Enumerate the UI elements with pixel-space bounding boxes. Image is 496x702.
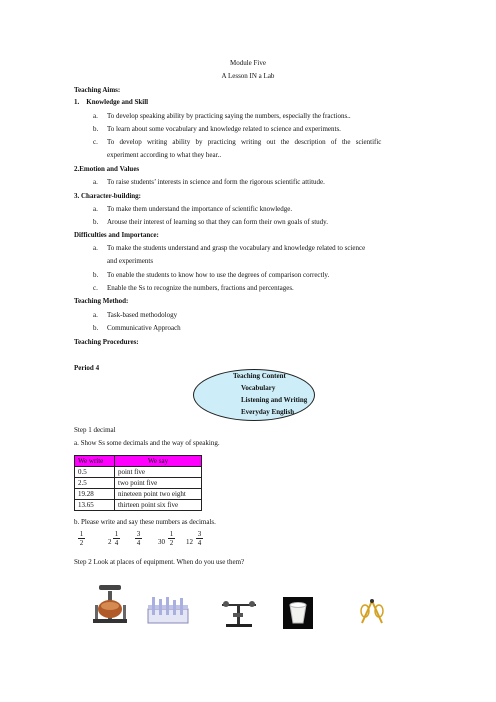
- list-marker: a.: [93, 112, 98, 120]
- module-title: Module Five: [230, 59, 266, 67]
- list-item-continuation: experiment according to what they hear..: [107, 151, 222, 159]
- fraction-numerator: 1: [169, 530, 174, 538]
- list-marker: a.: [93, 311, 98, 319]
- emotion-heading: 2.Emotion and Values: [74, 165, 140, 173]
- table-header-cell: We write: [75, 456, 115, 467]
- step2-title: Step 2 Look at places of equipment. When do you use them?: [74, 558, 245, 566]
- list-item: To learn about some vocabulary and knowledge related to science and experiments.: [107, 125, 341, 133]
- teaching-content-title: Teaching Content: [233, 372, 286, 380]
- character-heading: 3. Character-building:: [74, 192, 142, 200]
- table-row: [75, 467, 202, 478]
- list-item: To raise students’ interests in science and form the rigorous scientific attitude.: [107, 178, 325, 186]
- table-cell: point five: [115, 467, 202, 478]
- list-item: Communicative Approach: [107, 324, 181, 332]
- fraction-denominator: 2: [169, 539, 174, 547]
- method-heading: Teaching Method:: [74, 297, 129, 305]
- table-header-row: [75, 456, 202, 467]
- list-marker: b.: [93, 218, 99, 226]
- list-marker: a.: [93, 205, 98, 213]
- table-cell: thirteen point six five: [115, 500, 202, 511]
- table-cell: 2.5: [75, 478, 115, 489]
- list-marker: b.: [93, 125, 99, 133]
- fraction-numerator: 3: [197, 530, 202, 538]
- crucible-icon: [283, 597, 313, 629]
- fraction-denominator: 4: [197, 539, 202, 547]
- list-marker: b.: [93, 324, 99, 332]
- fraction-numerator: 1: [114, 530, 119, 538]
- fraction-denominator: 4: [136, 539, 141, 547]
- balance-scale-icon: [218, 598, 260, 628]
- lesson-title: A Lesson IN a Lab: [221, 72, 275, 80]
- list-item: To develop speaking ability by practicing saying the numbers, especially the fractions..: [107, 112, 351, 120]
- table-row: [75, 478, 202, 489]
- table-cell: 13.65: [75, 500, 115, 511]
- fraction: [168, 530, 175, 547]
- list-item: Arouse their interest of learning so that they can form their own goals of study.: [107, 218, 328, 226]
- mixed-number-whole: 30: [158, 538, 165, 546]
- fraction-numerator: 3: [136, 530, 141, 538]
- knowledge-heading: 1. Knowledge and Skill: [74, 98, 149, 106]
- table-header-cell: We say: [115, 456, 202, 467]
- mixed-number-whole: 12: [186, 538, 193, 546]
- list-marker: c.: [93, 138, 98, 146]
- teaching-content-item: Listening and Writing: [241, 396, 308, 404]
- tongs-icon: [356, 597, 388, 629]
- fraction-denominator: 2: [79, 539, 84, 547]
- list-item: Task-based methodology: [107, 311, 178, 319]
- table-cell: 0.5: [75, 467, 115, 478]
- step1-part-b: b. Please write and say these numbers as decimals.: [74, 518, 216, 526]
- step1-title: Step 1 decimal: [74, 426, 116, 434]
- table-row: [75, 489, 202, 500]
- table-cell: nineteen point two eight: [115, 489, 202, 500]
- fraction-numerator: 1: [79, 530, 84, 538]
- mixed-number-whole: 2: [108, 538, 112, 546]
- test-tube-rack-icon: [146, 595, 190, 627]
- list-item: To enable the students to know how to use the degrees of comparison correctly.: [107, 271, 330, 279]
- fraction: [196, 530, 203, 547]
- list-marker: a.: [93, 244, 98, 252]
- teaching-aims-heading: Teaching Aims:: [74, 86, 121, 94]
- list-marker: a.: [93, 178, 98, 186]
- list-item: To make the students understand and grasp the vocabulary and knowledge related to science: [107, 244, 366, 252]
- table-row: [75, 500, 202, 511]
- teaching-content-item: Vocabulary: [241, 384, 276, 392]
- period-label: Period 4: [74, 364, 100, 372]
- procedures-heading: Teaching Procedures:: [74, 338, 139, 346]
- list-marker: c.: [93, 284, 98, 292]
- fraction: [78, 530, 85, 547]
- fraction: [113, 530, 120, 547]
- step1-part-a: a. Show Ss some decimals and the way of speaking.: [74, 439, 220, 447]
- table-cell: 19.28: [75, 489, 115, 500]
- fraction-denominator: 4: [114, 539, 119, 547]
- list-item-continuation: and experiments: [107, 257, 154, 265]
- table-cell: two point five: [115, 478, 202, 489]
- decimals-table: [74, 455, 202, 511]
- list-item: To develop writing ability by practicing writing out the description of the scientific: [107, 138, 382, 146]
- teaching-content-item: Everyday English: [241, 408, 295, 416]
- difficulties-heading: Difficulties and Importance:: [74, 231, 159, 239]
- list-marker: b.: [93, 271, 99, 279]
- bunsen-burner-icon: [85, 583, 135, 627]
- fraction: [135, 530, 142, 547]
- list-item: Enable the Ss to recognize the numbers, fractions and percentages.: [107, 284, 294, 292]
- list-item: To make them understand the importance of scientific knowledge.: [107, 205, 293, 213]
